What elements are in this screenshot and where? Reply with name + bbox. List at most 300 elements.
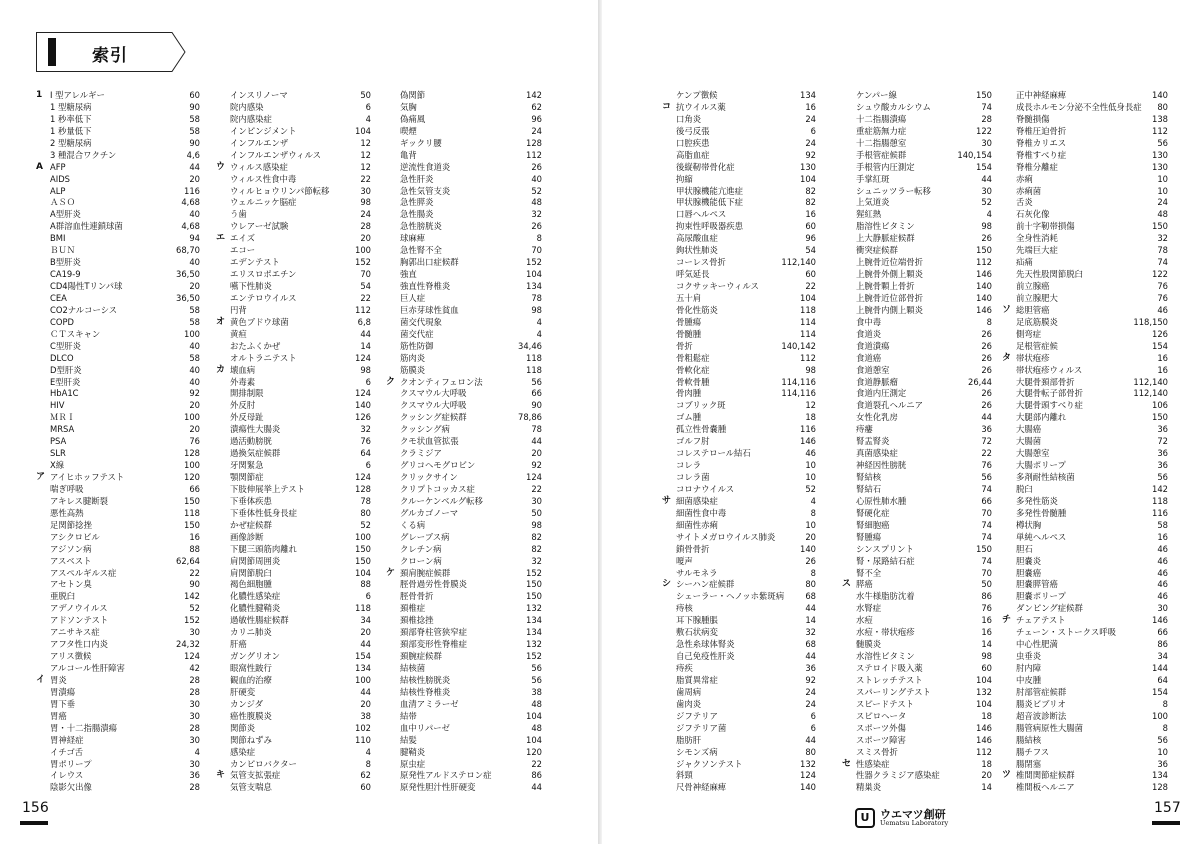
- index-term: ＭＲＩ: [50, 412, 76, 423]
- index-page-ref: 98: [981, 221, 992, 232]
- index-entry: [386, 663, 542, 675]
- index-entry: [386, 221, 542, 233]
- index-term: 細菌性赤痢: [676, 519, 718, 530]
- index-entry: [216, 186, 371, 198]
- index-term: 拘束性呼吸器疾患: [676, 221, 743, 232]
- index-entry: [842, 126, 992, 138]
- index-entry: [216, 400, 371, 412]
- index-term: ウィルヒョウリンパ節転移: [230, 185, 330, 196]
- index-entry: [386, 114, 542, 126]
- index-term: 頚椎捻挫: [400, 615, 434, 626]
- index-entry: [36, 711, 200, 723]
- index-page-ref: 146: [976, 734, 992, 745]
- index-entry: [216, 532, 371, 544]
- index-entry: [662, 544, 816, 556]
- index-page-ref: 42: [189, 663, 200, 673]
- index-page-ref: 46: [1157, 567, 1168, 578]
- index-term: 過活動膀胱: [230, 436, 272, 447]
- index-page-ref: 152: [184, 615, 200, 626]
- index-entry: [36, 556, 200, 568]
- index-entry: [1002, 639, 1168, 651]
- index-term: 気胸: [400, 101, 417, 112]
- index-entry: [36, 174, 200, 186]
- index-term: 口唇ヘルペス: [676, 209, 727, 220]
- index-page-ref: 10: [1157, 746, 1168, 757]
- index-entry: [662, 603, 816, 615]
- index-term: 骨髄腫: [676, 328, 702, 339]
- index-page-ref: 100: [355, 245, 371, 256]
- index-page-ref: 36,50: [176, 292, 200, 303]
- index-entry: [842, 138, 992, 150]
- index-entry: [1002, 341, 1168, 353]
- index-entry: [1002, 90, 1168, 102]
- index-page-ref: 20: [531, 448, 542, 459]
- index-page-ref: 40: [189, 257, 200, 268]
- title-marker-bar: [48, 38, 56, 66]
- index-page-ref: 92: [189, 388, 200, 399]
- index-entry: [662, 388, 816, 400]
- index-page-ref: 118: [800, 304, 816, 315]
- index-section-letter: タ: [1002, 352, 1012, 363]
- index-page-ref: 76: [981, 603, 992, 614]
- index-page-ref: 6: [810, 722, 816, 733]
- index-section-letter: チ: [1002, 615, 1012, 626]
- index-page-ref: 10: [805, 472, 816, 482]
- index-page-ref: 26: [981, 400, 992, 411]
- index-page-ref: 32: [531, 555, 542, 566]
- index-term: 高尿酸血症: [676, 233, 718, 244]
- index-term: 腎結核: [856, 472, 882, 482]
- index-term: 骨腫瘍: [676, 316, 702, 327]
- index-page-ref: 134: [526, 281, 542, 291]
- index-page-ref: 154: [1152, 340, 1168, 351]
- index-term: 悪性高熱: [50, 507, 84, 518]
- index-term: 下垂体性低身長症: [230, 507, 297, 518]
- index-page-ref: 44: [981, 173, 992, 184]
- page-title: 索引: [92, 46, 128, 66]
- index-entry: [662, 377, 816, 389]
- index-term: 牙関緊急: [230, 460, 264, 471]
- index-column-6: [1002, 90, 1168, 794]
- index-entry: [1002, 388, 1168, 400]
- index-page-ref: 64: [1157, 674, 1168, 685]
- index-term: 下垂体疾患: [230, 495, 272, 506]
- index-entry: [662, 448, 816, 460]
- index-entry: [842, 269, 992, 281]
- index-entry: [842, 520, 992, 532]
- index-term: スパーリングテスト: [856, 686, 931, 697]
- index-term: 化膿性腱鞘炎: [230, 603, 281, 614]
- index-term: 腎不全: [856, 567, 882, 578]
- page-number-right: 157: [1154, 800, 1181, 816]
- index-page-ref: 64: [360, 448, 371, 459]
- index-entry: [842, 436, 992, 448]
- index-term: 足関節捻挫: [50, 519, 92, 530]
- index-term: 食道炎: [856, 328, 882, 339]
- index-term: サイトメガロウイルス肺炎: [676, 531, 776, 542]
- index-term: アリス徴候: [50, 651, 92, 662]
- index-page-ref: 14: [360, 340, 371, 351]
- index-page-ref: 104: [976, 698, 992, 709]
- index-entry: [1002, 162, 1168, 174]
- index-entry: [216, 90, 371, 102]
- index-term: カンピロバクター: [230, 758, 297, 769]
- index-term: かぜ症候群: [230, 519, 272, 530]
- index-term: 観血的治療: [230, 674, 272, 685]
- index-page-ref: 16: [1157, 364, 1168, 375]
- index-term: 食道癌: [856, 352, 882, 363]
- index-entry: [1002, 579, 1168, 591]
- index-term: アキレス腱断裂: [50, 495, 108, 506]
- index-entry: [386, 400, 542, 412]
- index-entry: [662, 269, 816, 281]
- index-page-ref: 90: [189, 579, 200, 590]
- index-page-ref: 104: [800, 292, 816, 303]
- index-entry: [36, 197, 200, 209]
- index-page-ref: 80: [1157, 101, 1168, 112]
- index-page-ref: 92: [531, 460, 542, 471]
- index-page-ref: 74: [981, 531, 992, 542]
- index-page-ref: 120: [184, 472, 200, 482]
- index-page-ref: 30: [981, 137, 992, 148]
- index-page-ref: 100: [184, 328, 200, 339]
- index-term: コレステロール結石: [676, 448, 751, 459]
- index-page-ref: 116: [184, 185, 200, 196]
- index-page-ref: 56: [1157, 472, 1168, 482]
- index-page-ref: 144: [1152, 663, 1168, 673]
- index-term: 多発性筋炎: [1016, 495, 1058, 506]
- index-term: 上腕骨近位部骨折: [856, 292, 923, 303]
- index-term: PSA: [50, 436, 67, 447]
- page-number-left: 156: [22, 800, 49, 816]
- index-entry: [386, 245, 542, 257]
- index-term: エイズ: [230, 233, 256, 244]
- index-page-ref: 98: [531, 304, 542, 315]
- index-entry: [386, 782, 542, 794]
- index-entry: [662, 532, 816, 544]
- index-entry: [1002, 615, 1168, 627]
- index-section-letter: エ: [216, 233, 226, 244]
- index-section-letter: オ: [216, 316, 226, 327]
- index-page-ref: 44: [360, 639, 371, 650]
- index-term: 胃神経症: [50, 734, 84, 745]
- index-entry: [36, 520, 200, 532]
- index-term: 骨軟化症: [676, 364, 710, 375]
- index-term: 十二指腸潰瘍: [856, 113, 907, 124]
- index-page-ref: 28: [981, 113, 992, 124]
- index-entry: [662, 627, 816, 639]
- index-term: 大腿骨頚部骨折: [1016, 376, 1075, 387]
- index-page-ref: 12: [360, 149, 371, 160]
- index-page-ref: 62: [360, 770, 371, 781]
- index-term: 関節炎: [230, 722, 256, 733]
- index-page-ref: 104: [526, 269, 542, 280]
- index-entry: [842, 353, 992, 365]
- index-entry: [1002, 400, 1168, 412]
- index-term: オルトラニテスト: [230, 352, 297, 363]
- index-term: 椎間板ヘルニア: [1016, 782, 1075, 793]
- index-entry: [842, 484, 992, 496]
- index-page-ref: 124: [526, 472, 542, 482]
- index-term: 外反肘: [230, 400, 256, 411]
- index-term: 総胆管癌: [1016, 304, 1050, 315]
- index-entry: [1002, 114, 1168, 126]
- index-term: 骨軟骨腫: [676, 376, 710, 387]
- index-term: 側弯症: [1016, 328, 1042, 339]
- index-page-ref: 12: [360, 161, 371, 172]
- index-entry: [842, 424, 992, 436]
- index-page-ref: 30: [189, 758, 200, 769]
- index-entry: [36, 138, 200, 150]
- index-entry: [1002, 150, 1168, 162]
- index-page-ref: 24: [805, 113, 816, 124]
- index-section-letter: A: [36, 161, 43, 172]
- index-term: シュウ酸カルシウム: [856, 101, 931, 112]
- index-term: ＢＵＮ: [50, 245, 76, 256]
- index-entry: [842, 150, 992, 162]
- index-entry: [386, 496, 542, 508]
- index-entry: [216, 269, 371, 281]
- index-entry: [36, 126, 200, 138]
- index-term: シェーラー・ヘノッホ紫斑病: [676, 591, 785, 602]
- index-page-ref: 40: [189, 364, 200, 375]
- index-entry: [1002, 508, 1168, 520]
- index-term: 結帯: [400, 710, 417, 721]
- index-term: 腸閉塞: [1016, 758, 1042, 769]
- index-term: C型肝炎: [50, 340, 81, 351]
- index-term: 喘ぎ呼吸: [50, 483, 84, 494]
- index-term: 甲状腺機能亢進症: [676, 185, 743, 196]
- index-term: クスマウル大呼吸: [400, 400, 467, 411]
- index-term: 耳下腺腫脹: [676, 615, 718, 626]
- index-page-ref: 56: [531, 674, 542, 685]
- index-entry: [662, 353, 816, 365]
- index-entry: [1002, 245, 1168, 257]
- index-page-ref: 6: [365, 376, 371, 387]
- index-term: グルカゴノーマ: [400, 507, 459, 518]
- index-page-ref: 76: [981, 460, 992, 471]
- index-entry: [1002, 126, 1168, 138]
- index-page-ref: 18: [805, 412, 816, 423]
- index-page-ref: 132: [800, 758, 816, 769]
- index-entry: [842, 412, 992, 424]
- index-term: 血清アミラーゼ: [400, 698, 459, 709]
- index-term: ゴム腫: [676, 412, 702, 423]
- index-entry: [1002, 603, 1168, 615]
- index-term: 下肢伸展挙上テスト: [230, 483, 306, 494]
- index-entry: [662, 472, 816, 484]
- index-entry: [1002, 723, 1168, 735]
- index-term: 院内感染: [230, 101, 264, 112]
- index-page-ref: 104: [526, 734, 542, 745]
- index-term: クオンティフェロン法: [400, 376, 483, 387]
- index-entry: [662, 90, 816, 102]
- index-page-ref: 34: [1157, 651, 1168, 662]
- index-term: インピンジメント: [230, 125, 297, 136]
- index-entry: [36, 568, 200, 580]
- index-term: アデノウイルス: [50, 603, 108, 614]
- index-term: アセトン臭: [50, 579, 92, 590]
- index-page-ref: 20: [360, 698, 371, 709]
- index-entry: [662, 317, 816, 329]
- index-page-ref: 124: [355, 352, 371, 363]
- index-entry: [842, 687, 992, 699]
- index-entry: [842, 651, 992, 663]
- index-entry: [662, 651, 816, 663]
- index-page-ref: 104: [526, 710, 542, 721]
- index-page-ref: 112: [976, 257, 992, 268]
- index-entry: [1002, 532, 1168, 544]
- index-entry: [662, 782, 816, 794]
- index-term: 大腸癌: [1016, 424, 1042, 435]
- index-entry: [662, 412, 816, 424]
- index-page-ref: 22: [531, 483, 542, 494]
- index-page-ref: 86: [981, 591, 992, 602]
- index-entry: [36, 436, 200, 448]
- index-entry: [36, 400, 200, 412]
- index-entry: [386, 627, 542, 639]
- index-page-ref: 20: [981, 770, 992, 781]
- index-entry: [662, 759, 816, 771]
- index-term: 筋性防御: [400, 340, 434, 351]
- index-term: B型肝炎: [50, 257, 81, 268]
- index-entry: [662, 174, 816, 186]
- index-page-ref: 22: [981, 448, 992, 459]
- index-entry: [216, 102, 371, 114]
- index-entry: [386, 293, 542, 305]
- index-term: 口腔疾患: [676, 137, 710, 148]
- index-entry: [216, 460, 371, 472]
- index-term: 腸炎ビブリオ: [1016, 698, 1066, 709]
- index-page-ref: 74: [981, 483, 992, 494]
- index-page-ref: 56: [1157, 137, 1168, 148]
- index-term: クッシング病: [400, 424, 450, 435]
- index-term: 衝突症候群: [856, 245, 898, 256]
- index-term: エコー: [230, 245, 256, 256]
- index-page-ref: 154: [355, 651, 371, 662]
- index-section-letter: ア: [36, 472, 46, 482]
- index-page-ref: 28: [189, 686, 200, 697]
- index-term: 呼気延長: [676, 269, 710, 280]
- index-entry: [662, 281, 816, 293]
- index-page-ref: 4: [810, 495, 816, 506]
- index-page-ref: 36: [805, 663, 816, 673]
- index-term: クルーケンベルグ転移: [400, 495, 483, 506]
- index-term: 開排制限: [230, 388, 264, 399]
- index-term: イレウス: [50, 770, 84, 781]
- index-page-ref: 94: [189, 233, 200, 244]
- index-page-ref: 124: [355, 388, 371, 399]
- index-entry: [662, 496, 816, 508]
- index-page-ref: 98: [531, 519, 542, 530]
- index-entry: [662, 293, 816, 305]
- index-term: 脊髄損傷: [1016, 113, 1050, 124]
- index-term: 偽痛風: [400, 113, 426, 124]
- index-entry: [216, 568, 371, 580]
- index-page-ref: 132: [526, 639, 542, 650]
- index-entry: [1002, 496, 1168, 508]
- index-section-letter: ス: [842, 579, 852, 590]
- right-page: [602, 0, 1200, 844]
- index-entry: [386, 508, 542, 520]
- index-page-ref: 58: [189, 304, 200, 315]
- index-term: クリプトコッカス症: [400, 483, 475, 494]
- index-entry: [216, 377, 371, 389]
- index-page-ref: 10: [1157, 185, 1168, 196]
- logo-name: ウエマツ創研: [880, 808, 946, 821]
- index-term: 先天性股関節脱臼: [1016, 269, 1083, 280]
- index-page-ref: 86: [531, 770, 542, 781]
- index-term: クリックサイン: [400, 472, 458, 482]
- index-page-ref: 46: [1157, 304, 1168, 315]
- index-page-ref: 100: [1152, 710, 1168, 721]
- index-page-ref: 30: [360, 185, 371, 196]
- index-page-ref: 76: [1157, 281, 1168, 291]
- index-entry: [216, 520, 371, 532]
- index-entry: [842, 532, 992, 544]
- index-term: ケンパー線: [856, 90, 897, 100]
- index-section-letter: セ: [842, 758, 852, 769]
- index-term: 水痘・帯状疱疹: [856, 627, 915, 638]
- index-page-ref: 140: [355, 400, 371, 411]
- index-entry: [662, 579, 816, 591]
- index-entry: [386, 257, 542, 269]
- index-page-ref: 82: [531, 543, 542, 554]
- index-page-ref: 122: [1152, 269, 1168, 280]
- index-term: 赤痢菌: [1016, 185, 1042, 196]
- index-entry: [662, 460, 816, 472]
- index-entry: [662, 747, 816, 759]
- index-page-ref: 78,86: [518, 412, 542, 423]
- index-page-ref: 30: [189, 710, 200, 721]
- index-entry: [662, 126, 816, 138]
- index-page-ref: 90: [531, 400, 542, 411]
- index-page-ref: 110: [355, 734, 371, 745]
- index-entry: [1002, 424, 1168, 436]
- index-entry: [1002, 782, 1168, 794]
- index-term: 水溶性ビタミン: [856, 651, 915, 662]
- index-entry: [386, 317, 542, 329]
- index-entry: [216, 579, 371, 591]
- index-term: 下腿三頭筋肉離れ: [230, 543, 297, 554]
- index-term: 強直: [400, 269, 417, 280]
- index-entry: [216, 544, 371, 556]
- index-entry: [216, 723, 371, 735]
- index-entry: [842, 711, 992, 723]
- index-entry: [662, 484, 816, 496]
- index-term: 女性化乳房: [856, 412, 898, 423]
- index-entry: [842, 615, 992, 627]
- index-term: アドソンテスト: [50, 615, 109, 626]
- index-entry: [842, 591, 992, 603]
- index-term: 1 秒量低下: [50, 125, 92, 136]
- index-term: 髄膜炎: [856, 639, 882, 650]
- index-section-letter: カ: [216, 364, 226, 375]
- index-entry: [842, 281, 992, 293]
- index-page-ref: 58: [189, 125, 200, 136]
- index-entry: [842, 233, 992, 245]
- index-term: 口角炎: [676, 113, 702, 124]
- index-entry: [36, 591, 200, 603]
- index-entry: [386, 699, 542, 711]
- index-page-ref: 46: [1157, 591, 1168, 602]
- index-entry: [842, 305, 992, 317]
- index-page-ref: 30: [981, 185, 992, 196]
- index-term: 原発性アルドステロン症: [400, 770, 492, 781]
- index-entry: [216, 782, 371, 794]
- index-entry: [386, 138, 542, 150]
- index-page-ref: 126: [355, 412, 371, 423]
